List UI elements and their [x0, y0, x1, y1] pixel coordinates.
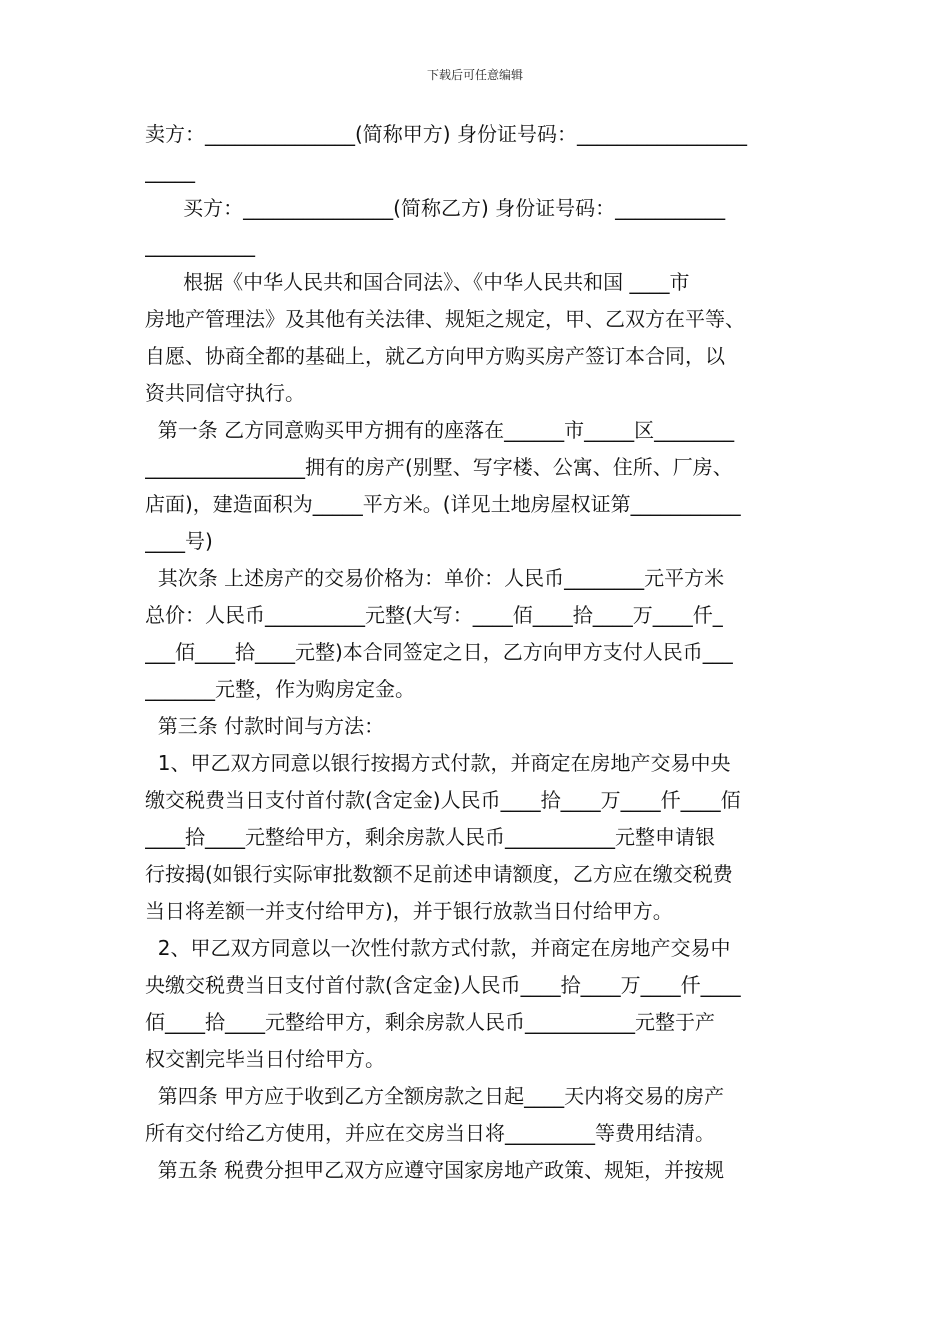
- article-3-item-1-line: 1、甲乙双方同意以银行按揭方式付款，并商定在房地产交易中央: [145, 751, 731, 775]
- article-5-line: 第五条 税费分担甲乙双方应遵守国家房地产政策、规矩，并按规: [145, 1158, 725, 1182]
- preamble-line: 自愿、协商全都的基础上，就乙方向甲方购买房产签订本合同，以: [145, 344, 725, 368]
- preamble-line: 根据《中华人民共和国合同法》、《中华人民共和国 ____市: [145, 270, 690, 294]
- article-2-line: 其次条 上述房产的交易价格为：单价：人民币________元平方米: [145, 566, 725, 590]
- article-4-line: 第四条 甲方应于收到乙方全额房款之日起____天内将交易的房产: [145, 1084, 725, 1108]
- buyer-line: 买方：_______________(简称乙方) 身份证号码：___________: [145, 196, 726, 220]
- page-header-watermark: 下载后可任意编辑: [426, 68, 523, 82]
- contract-body: [145, 116, 805, 1189]
- article-3-item-2-line: 佰____拾____元整给甲方，剩余房款人民币___________元整于产: [145, 1010, 715, 1034]
- article-2-line: _______元整，作为购房定金。: [145, 677, 415, 701]
- article-2-line: 总价：人民币__________元整(大写：____佰____拾____万____仟_: [145, 603, 723, 627]
- article-3-item-2-line: 权交割完毕当日付给甲方。: [145, 1047, 385, 1071]
- article-3-item-1-line: 缴交税费当日支付首付款(含定金)人民币____拾____万____仟____佰: [145, 788, 741, 812]
- seller-line: 卖方：_______________(简称甲方) 身份证号码：_________________: [145, 122, 747, 146]
- article-3-heading: 第三条 付款时间与方法：: [145, 714, 385, 738]
- preamble-line: 资共同信守执行。: [145, 381, 305, 405]
- preamble-line: 房地产管理法》及其他有关法律、规矩之规定，甲、乙双方在平等、: [145, 307, 745, 331]
- article-3-item-1-line: ____拾____元整给甲方，剩余房款人民币___________元整申请银: [145, 825, 715, 849]
- article-4-line: 所有交付给乙方使用，并应在交房当日将_________等费用结清。: [145, 1121, 715, 1145]
- article-1-line: 店面)，建造面积为_____平方米。(详见土地房屋权证第___________: [145, 492, 741, 516]
- article-2-line: ___佰____拾____元整)本合同签定之日，乙方向甲方支付人民币___: [145, 640, 733, 664]
- buyer-line-continued: ___________: [145, 233, 255, 257]
- article-1-line: 第一条 乙方同意购买甲方拥有的座落在______市_____区________: [145, 418, 735, 442]
- article-3-item-1-line: 行按揭(如银行实际审批数额不足前述申请额度，乙方应在缴交税费: [145, 862, 733, 886]
- article-1-line: ____号): [145, 529, 213, 553]
- article-3-item-1-line: 当日将差额一并支付给甲方)，并于银行放款当日付给甲方。: [145, 899, 673, 923]
- seller-line-continued: _____: [145, 159, 195, 183]
- article-3-item-2-line: 2、甲乙双方同意以一次性付款方式付款，并商定在房地产交易中: [145, 936, 731, 960]
- article-1-line: ________________拥有的房产(别墅、写字楼、公寓、住所、厂房、: [145, 455, 733, 479]
- article-3-item-2-line: 央缴交税费当日支付首付款(含定金)人民币____拾____万____仟____: [145, 973, 741, 997]
